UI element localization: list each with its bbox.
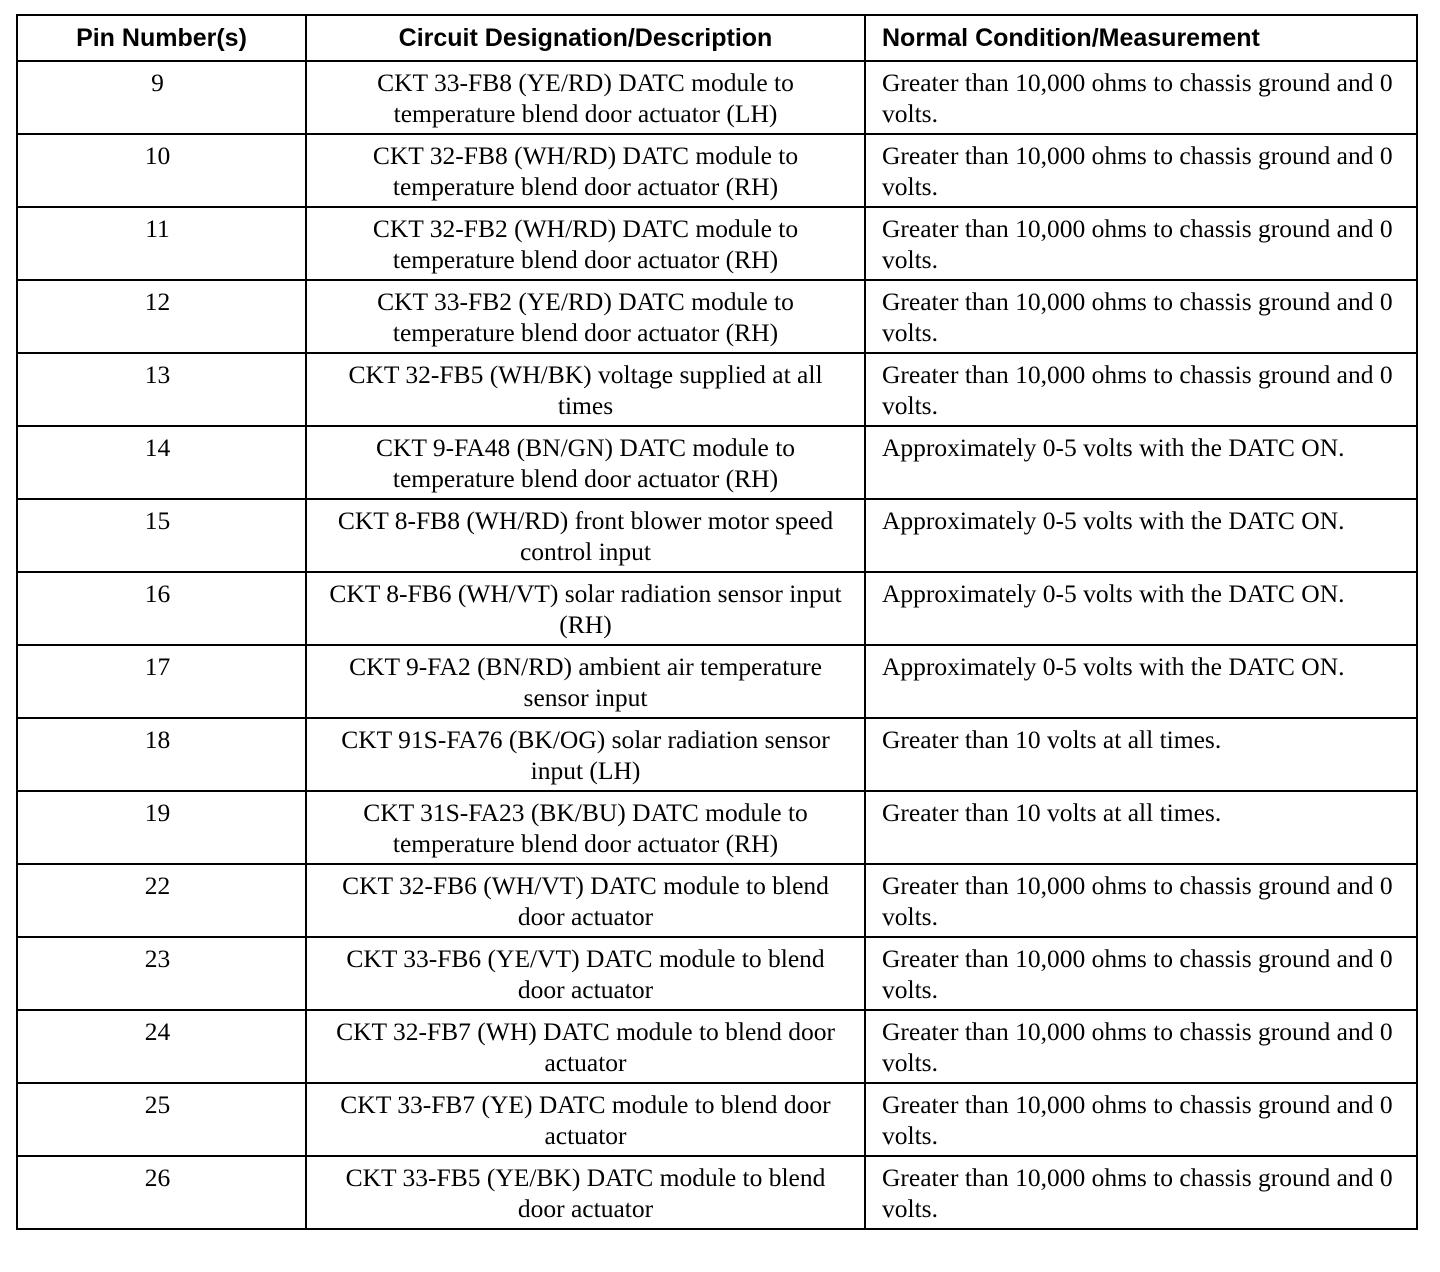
table-row [17, 134, 1417, 207]
table-row [17, 791, 1417, 864]
pin-number: 23 [17, 937, 306, 1010]
pin-number: 24 [17, 1010, 306, 1083]
table-row [17, 353, 1417, 426]
circuit-description: CKT 8-FB8 (WH/RD) front blower motor speed control input [306, 499, 865, 572]
pin-number: 22 [17, 864, 306, 937]
header-row [17, 15, 1417, 61]
header-pin-number: Pin Number(s) [17, 15, 306, 61]
table-row [17, 1156, 1417, 1229]
table-row [17, 572, 1417, 645]
normal-measurement: Greater than 10,000 ohms to chassis ground and 0 volts. [865, 864, 1417, 937]
normal-measurement: Approximately 0-5 volts with the DATC ON. [865, 645, 1417, 718]
circuit-description: CKT 9-FA48 (BN/GN) DATC module to temperature blend door actuator (RH) [306, 426, 865, 499]
normal-measurement: Greater than 10 volts at all times. [865, 791, 1417, 864]
table-row [17, 61, 1417, 134]
table-row [17, 499, 1417, 572]
header-circuit-description: Circuit Designation/Description [306, 15, 865, 61]
pin-number: 10 [17, 134, 306, 207]
table-row [17, 207, 1417, 280]
pin-number: 19 [17, 791, 306, 864]
table-row [17, 1083, 1417, 1156]
normal-measurement: Greater than 10,000 ohms to chassis ground and 0 volts. [865, 1010, 1417, 1083]
pin-number: 16 [17, 572, 306, 645]
pin-number: 14 [17, 426, 306, 499]
pin-table-container [16, 14, 1416, 1230]
pin-number: 13 [17, 353, 306, 426]
pin-number: 26 [17, 1156, 306, 1229]
pin-number: 12 [17, 280, 306, 353]
circuit-description: CKT 33-FB8 (YE/RD) DATC module to temperature blend door actuator (LH) [306, 61, 865, 134]
circuit-description: CKT 32-FB6 (WH/VT) DATC module to blend door actuator [306, 864, 865, 937]
circuit-description: CKT 91S-FA76 (BK/OG) solar radiation sensor input (LH) [306, 718, 865, 791]
header-normal-condition: Normal Condition/Measurement [865, 15, 1417, 61]
circuit-description: CKT 32-FB8 (WH/RD) DATC module to temperature blend door actuator (RH) [306, 134, 865, 207]
table-row [17, 426, 1417, 499]
circuit-description: CKT 32-FB2 (WH/RD) DATC module to temperature blend door actuator (RH) [306, 207, 865, 280]
circuit-description: CKT 33-FB2 (YE/RD) DATC module to temperature blend door actuator (RH) [306, 280, 865, 353]
normal-measurement: Greater than 10,000 ohms to chassis ground and 0 volts. [865, 280, 1417, 353]
pin-number: 9 [17, 61, 306, 134]
circuit-description: CKT 33-FB7 (YE) DATC module to blend door actuator [306, 1083, 865, 1156]
table-row [17, 718, 1417, 791]
pin-number: 15 [17, 499, 306, 572]
normal-measurement: Greater than 10,000 ohms to chassis ground and 0 volts. [865, 1156, 1417, 1229]
circuit-description: CKT 8-FB6 (WH/VT) solar radiation sensor input (RH) [306, 572, 865, 645]
circuit-description: CKT 33-FB5 (YE/BK) DATC module to blend door actuator [306, 1156, 865, 1229]
normal-measurement: Approximately 0-5 volts with the DATC ON. [865, 426, 1417, 499]
normal-measurement: Approximately 0-5 volts with the DATC ON. [865, 499, 1417, 572]
circuit-description: CKT 33-FB6 (YE/VT) DATC module to blend door actuator [306, 937, 865, 1010]
normal-measurement: Greater than 10,000 ohms to chassis ground and 0 volts. [865, 134, 1417, 207]
circuit-description: CKT 32-FB7 (WH) DATC module to blend door actuator [306, 1010, 865, 1083]
normal-measurement: Greater than 10,000 ohms to chassis ground and 0 volts. [865, 937, 1417, 1010]
pin-number: 18 [17, 718, 306, 791]
pin-measurement-table [16, 14, 1418, 1230]
table-row [17, 1010, 1417, 1083]
circuit-description: CKT 31S-FA23 (BK/BU) DATC module to temperature blend door actuator (RH) [306, 791, 865, 864]
normal-measurement: Greater than 10,000 ohms to chassis ground and 0 volts. [865, 1083, 1417, 1156]
normal-measurement: Greater than 10 volts at all times. [865, 718, 1417, 791]
circuit-description: CKT 9-FA2 (BN/RD) ambient air temperature sensor input [306, 645, 865, 718]
normal-measurement: Greater than 10,000 ohms to chassis ground and 0 volts. [865, 207, 1417, 280]
table-row [17, 937, 1417, 1010]
circuit-description: CKT 32-FB5 (WH/BK) voltage supplied at all times [306, 353, 865, 426]
pin-number: 25 [17, 1083, 306, 1156]
pin-number: 11 [17, 207, 306, 280]
normal-measurement: Greater than 10,000 ohms to chassis ground and 0 volts. [865, 353, 1417, 426]
normal-measurement: Approximately 0-5 volts with the DATC ON. [865, 572, 1417, 645]
table-row [17, 645, 1417, 718]
table-row [17, 864, 1417, 937]
table-row [17, 280, 1417, 353]
pin-number: 17 [17, 645, 306, 718]
normal-measurement: Greater than 10,000 ohms to chassis ground and 0 volts. [865, 61, 1417, 134]
